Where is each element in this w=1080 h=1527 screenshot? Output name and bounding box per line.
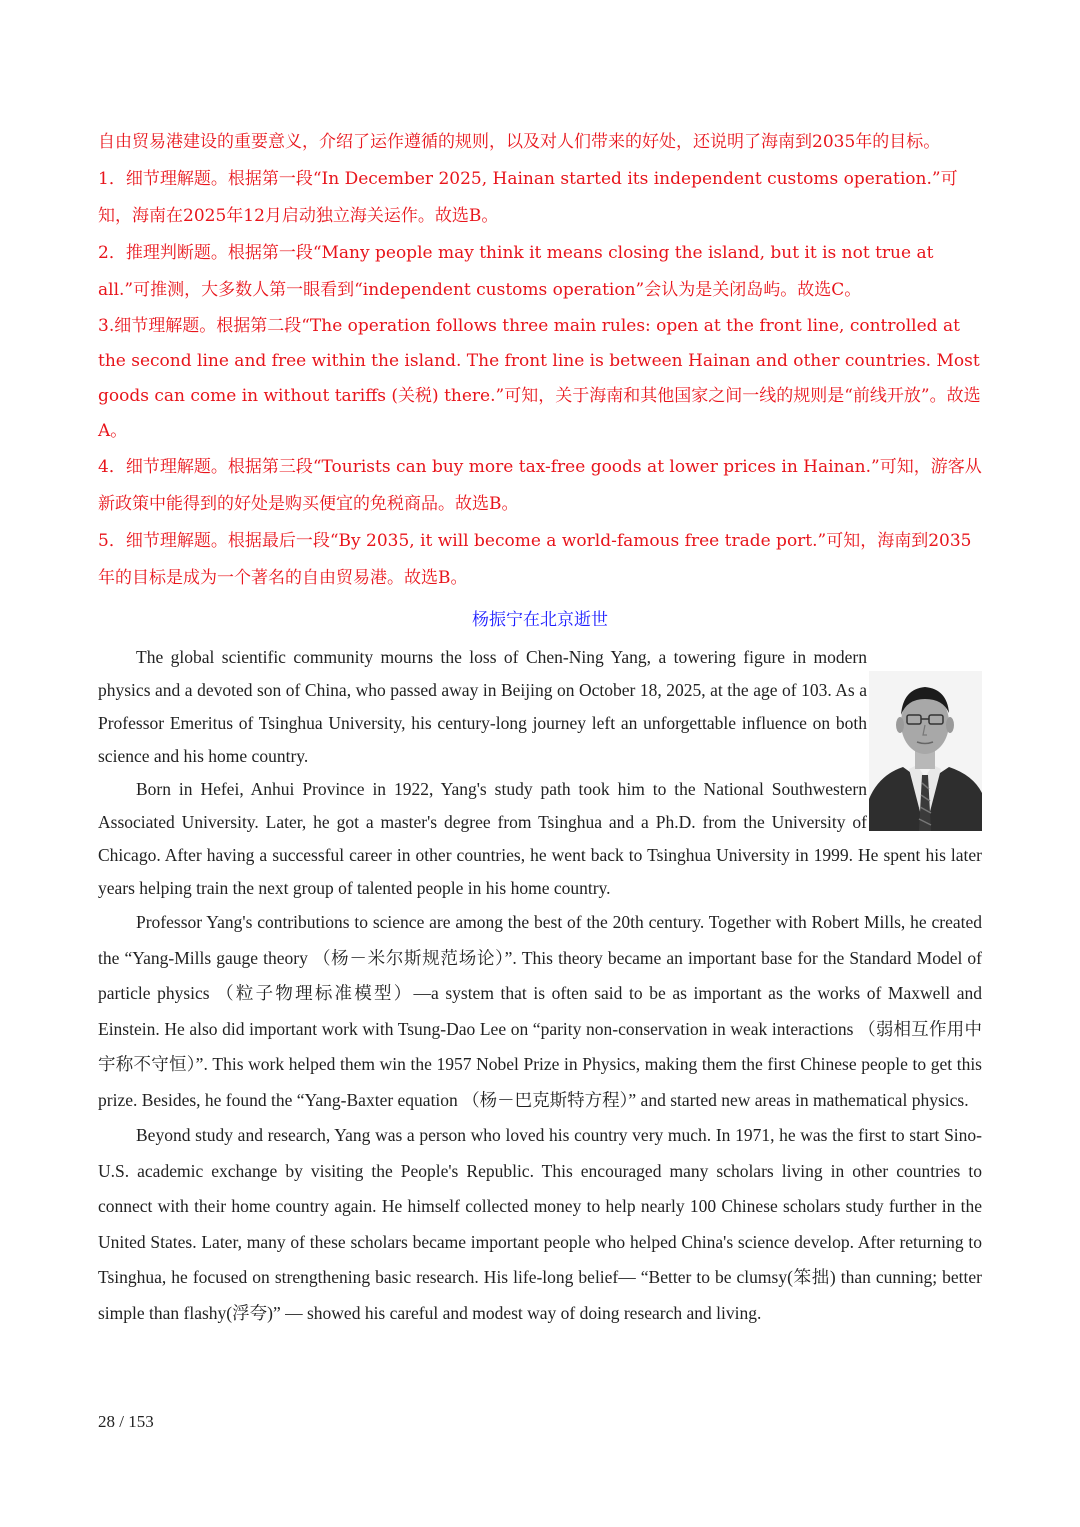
article-title: 杨振宁在北京逝世 [472,610,608,630]
portrait-photo [869,671,982,831]
answer-explanations [98,124,982,597]
article-paragraph: The global scientific community mourns the loss of Chen-Ning Yang, a towering figure in modern physics and a devoted son of China, who passed away in Beijing on October 18, 2025, at the age of 103. As a Professor Emeritus of Tsinghua University, his century-long journey left an unforgettable influence on both science and his home country. [98,647,867,766]
page-number: 28 / 153 [98,1412,154,1431]
article-paragraph: Professor Yang's contributions to science are among the best of the 20th century. Together with Robert Mills, he created the “Yang-Mills gauge theory （杨－米尔斯规范场论）”. This theory became an important base for the Standard Model of particle physics （粒子物理标准模型）—a system that is often said to be as important as the works of Maxwell and Einstein. He also did important work with Tsung-Dao Lee on “parity non-conservation in weak interactions （弱相互作用中宇称不守恒）”. This work helped them win the 1957 Nobel Prize in Physics, making them the first Chinese people to get this prize. Besides, he found the “Yang-Baxter equation （杨－巴克斯特方程）” and started new areas in mathematical physics. [98,912,982,1110]
article-paragraph: Beyond study and research, Yang was a person who loved his country very much. In 1971, he was the first to start Sino-U.S. academic exchange by visiting the People's Republic. This encouraged many scholars living in other countries to connect with their home country again. He himself collected money to help nearly 100 Chinese scholars study further in the United States. Later, many of these scholars became important people who helped China's science develop. After returning to Tsinghua, he focused on strengthening basic research. His life-long belief— “Better to be clumsy(笨拙) than cunning; better simple than flashy(浮夸)” — showed his careful and modest way of doing research and living. [98,1125,982,1323]
portrait-photo-image [869,671,982,831]
answer-intro: 自由贸易港建设的重要意义，介绍了运作遵循的规则，以及对人们带来的好处，还说明了海南到2035年的目标。 [98,132,941,152]
answer-item-1: 1．细节理解题。根据第一段“In December 2025, Hainan started its independent customs operation.”可知，海南在2025年12月启动独立海关运作。故选B。 [98,169,958,226]
article-paragraph: Born in Hefei, Anhui Province in 1922, Yang's study path took him to the National Southwestern Associated University. Later, he got a master's degree from Tsinghua and a Ph.D. from the University of Chicago. After having a successful career in other countries, he went back to Tsinghua University in 1999. He spent his later years helping train the next group of talented people in his home country. [98,779,982,898]
answer-item-3: 3.细节理解题。根据第二段“The operation follows three main rules: open at the front line, controlled at the second line and free within the island. The front line is between Hainan and other countries. Most goods can come in without tariffs (关税) there.”可知，关于海南和其他国家之间一线的规则是“前线开放”。故选A。 [98,316,981,441]
article-body [98,641,982,1331]
answer-item-5: 5．细节理解题。根据最后一段“By 2035, it will become a world-famous free trade port.”可知，海南到2035年的目标是成为一个著名的自由贸易港。故选B。 [98,531,972,588]
answer-item-2: 2．推理判断题。根据第一段“Many people may think it means closing the island, but it is not true at all.”可推测，大多数人第一眼看到“independent customs operation”会认为是关闭岛屿。故选C。 [98,243,934,300]
answer-item-4: 4．细节理解题。根据第三段“Tourists can buy more tax-free goods at lower prices in Hainan.”可知，游客从新政策中能得到的好处是购买便宜的免税商品。故选B。 [98,457,982,514]
